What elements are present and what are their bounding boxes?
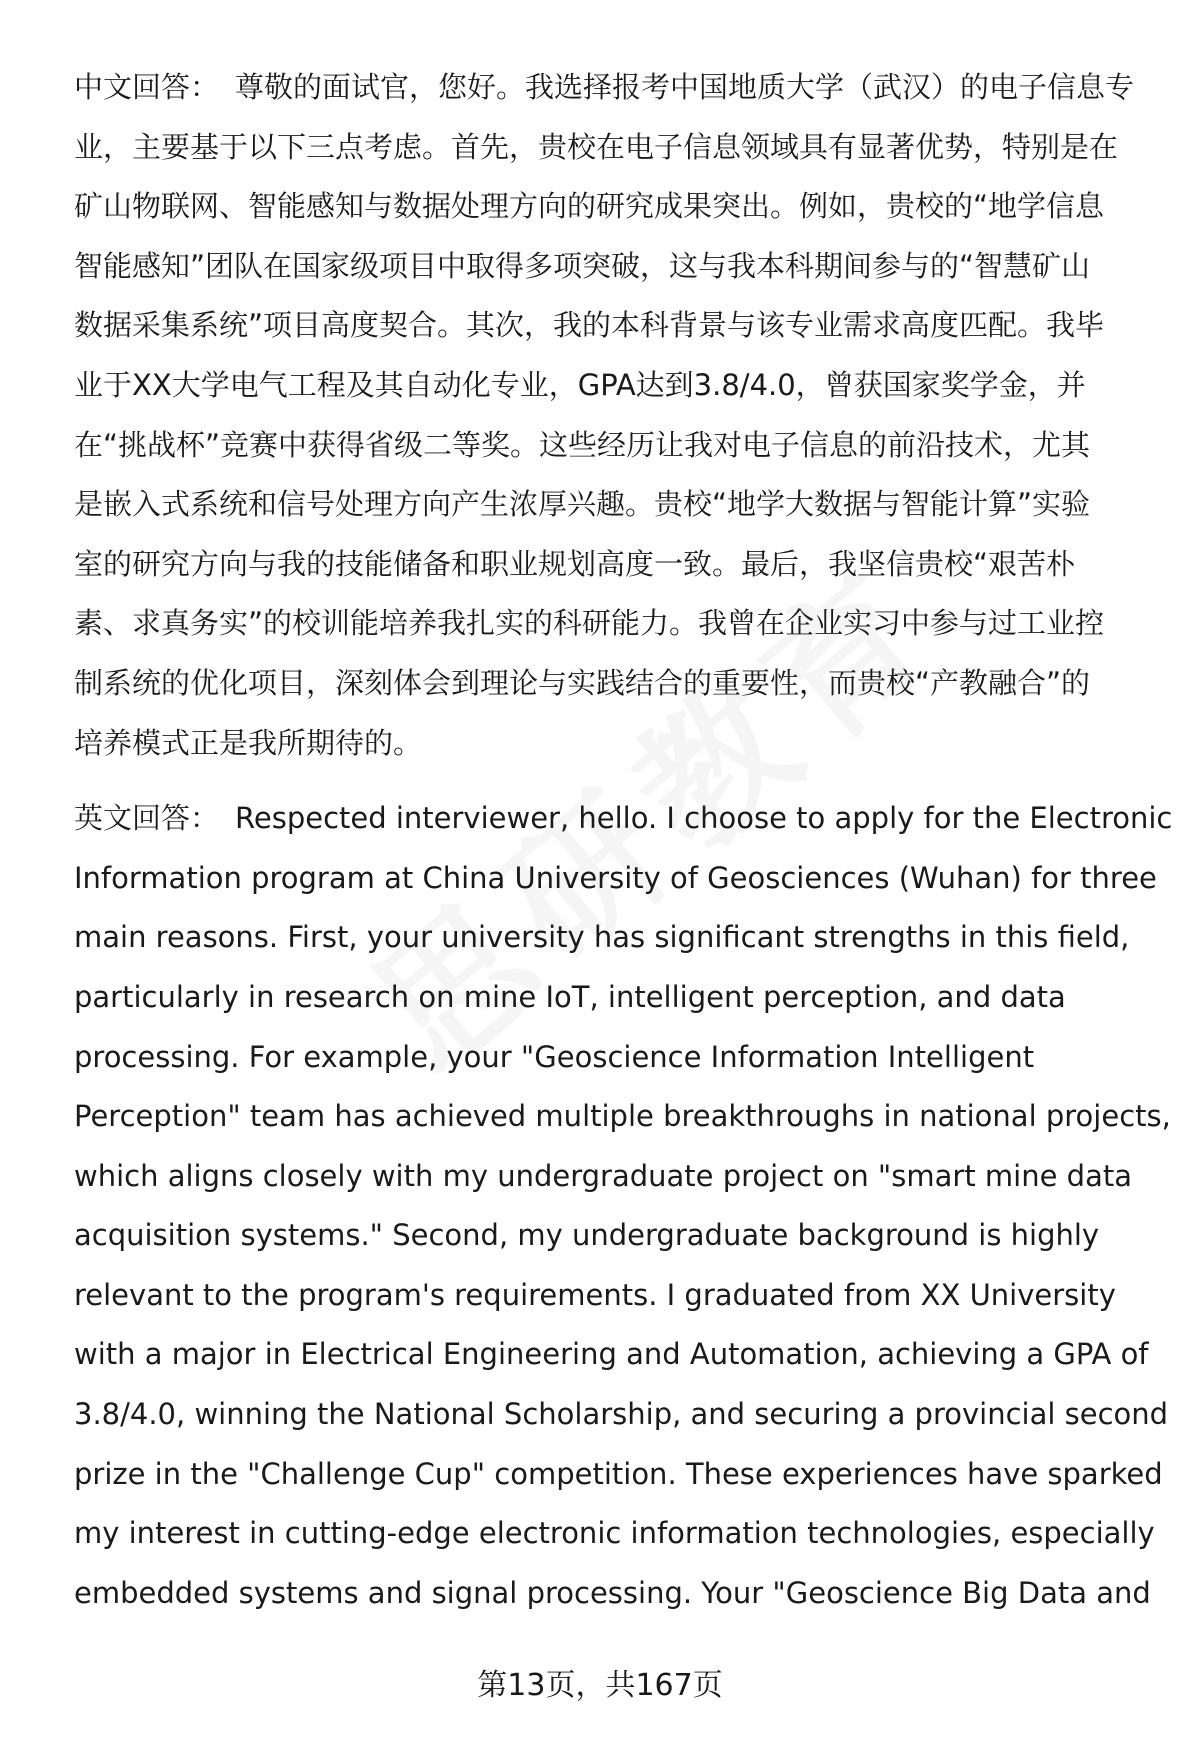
chinese-answer-paragraph <box>74 58 1154 773</box>
text-line: 智能感知”团队在国家级项目中取得多项突破，这与我本科期间参与的“智慧矿山 <box>74 248 1091 283</box>
text-line: 中文回答： 尊敬的面试官，您好。我选择报考中国地质大学（武汉）的电子信息专 <box>74 70 1135 104</box>
text-line: which aligns closely with my undergraduate project on "smart mine data <box>74 1158 1132 1193</box>
text-line: 数据采集系统”项目高度契合。其次，我的本科背景与该专业需求高度匹配。我毕 <box>74 308 1105 343</box>
chinese-answer-label: 中文回答： <box>74 70 220 104</box>
text-line: particularly in research on mine IoT, intelligent perception, and data <box>74 979 1066 1014</box>
text-line: processing. For example, your "Geoscience Information Intelligent <box>74 1039 1035 1074</box>
text-line: 业于XX大学电气工程及其自动化专业，GPA达到3.8/4.0，曾获国家奖学金，并 <box>74 367 1086 402</box>
text-line: 业，主要基于以下三点考虑。首先，贵校在电子信息领域具有显著优势，特别是在 <box>74 129 1119 164</box>
text-line: with a major in Electrical Engineering and Automation, achieving a GPA of <box>74 1337 1149 1372</box>
text-line: Information program at China University of Geosciences (Wuhan) for three <box>74 860 1157 895</box>
page-number-footer: 第13页，共167页 <box>477 1668 723 1703</box>
text-line: 在“挑战杯”竞赛中获得省级二等奖。这些经历让我对电子信息的前沿技术，尤其 <box>74 427 1091 462</box>
text-line: acquisition systems." Second, my undergraduate background is highly <box>74 1218 1100 1253</box>
text-line: 是嵌入式系统和信号处理方向产生浓厚兴趣。贵校“地学大数据与智能计算”实验 <box>74 487 1091 522</box>
text-line: Perception" team has achieved multiple breakthroughs in national projects, <box>74 1099 1171 1134</box>
english-answer-paragraph <box>74 789 1173 1623</box>
text-line: 制系统的优化项目，深刻体会到理论与实践结合的重要性，而贵校“产教融合”的 <box>74 665 1091 700</box>
text-line: prize in the "Challenge Cup" competition. These experiences have sparked <box>74 1456 1163 1491</box>
text-line: 英文回答： Respected interviewer, hello. I choose to apply for the Electronic <box>74 801 1173 836</box>
text-line: my interest in cutting-edge electronic information technologies, especially <box>74 1516 1155 1551</box>
document-body <box>74 58 1173 1623</box>
text-line: 素、求真务实”的校训能培养我扎实的科研能力。我曾在企业实习中参与过工业控 <box>74 606 1105 641</box>
text-line: 3.8/4.0, winning the National Scholarship, and securing a provincial second <box>74 1397 1169 1432</box>
text-line: main reasons. First, your university has significant strengths in this field, <box>74 920 1130 955</box>
text-line: 室的研究方向与我的技能储备和职业规划高度一致。最后，我坚信贵校“艰苦朴 <box>74 546 1076 581</box>
text-line: 培养模式正是我所期待的。 <box>74 725 423 760</box>
english-answer-label: 英文回答： <box>74 801 220 836</box>
text-line: relevant to the program's requirements. I graduated from XX University <box>74 1277 1116 1312</box>
text-line: embedded systems and signal processing. Your "Geoscience Big Data and <box>74 1575 1151 1610</box>
text-line: 矿山物联网、智能感知与数据处理方向的研究成果突出。例如，贵校的“地学信息 <box>74 189 1105 224</box>
